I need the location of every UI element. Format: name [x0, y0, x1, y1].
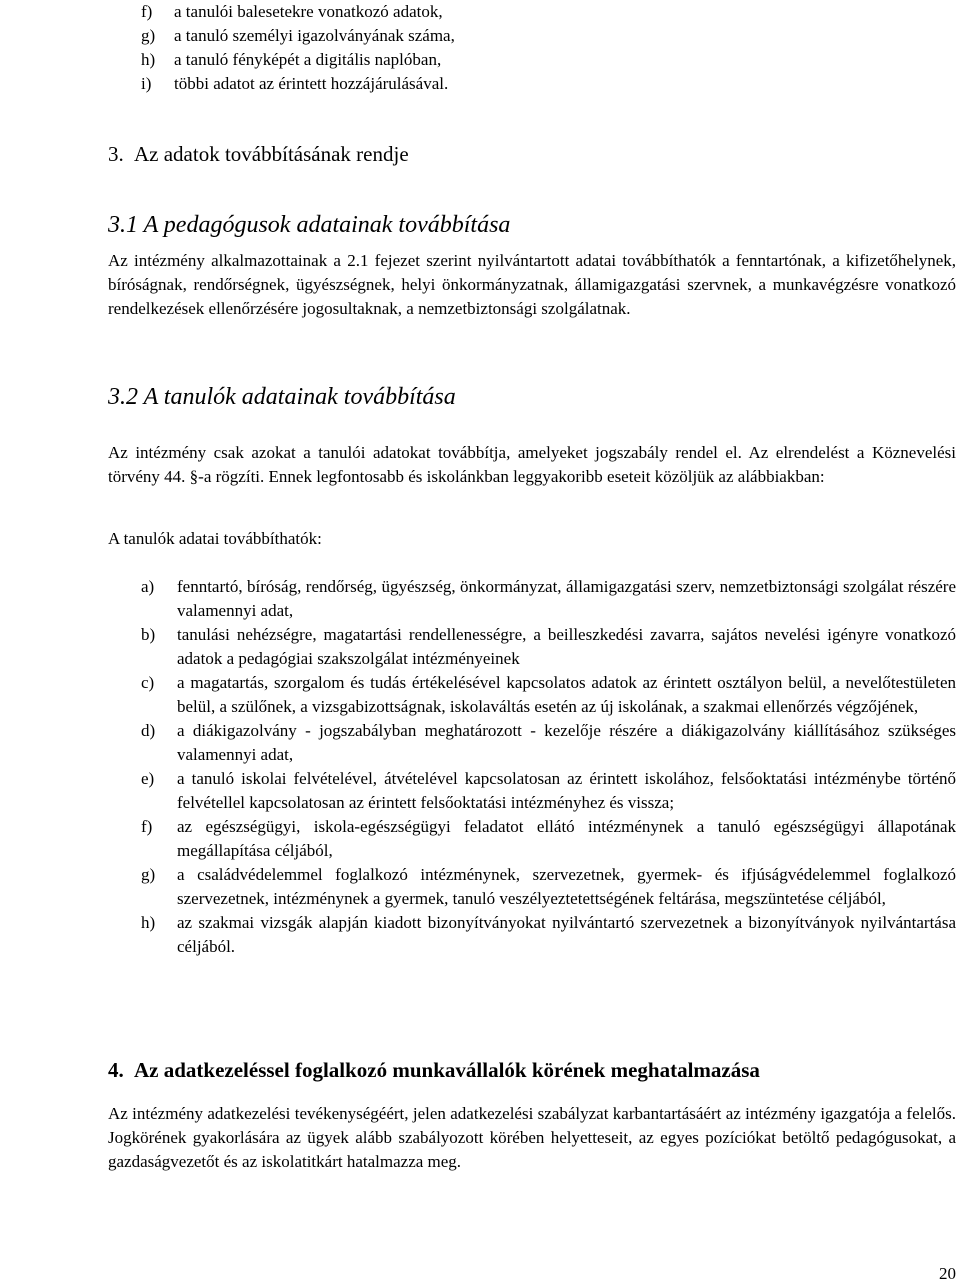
list-item: h) az szakmai vizsgák alapján kiadott bizonyítványokat nyilvántartó szervezetnek a bizonyítványok nyilvántartása céljából. [141, 913, 956, 956]
list-item: a) fenntartó, bíróság, rendőrség, ügyészség, önkormányzat, államigazgatási szerv, nemzetbiztonsági szolgálat részére valamennyi adat, [141, 577, 956, 620]
list-item: g) a családvédelemmel foglalkozó intézménynek, szervezetnek, gyermek- és ifjúságvédelemmel foglalkozó szervezetnek, intézménynek a gyermek, tanuló veszélyeztetettségének feltárása, megszüntetése céljából, [141, 865, 956, 908]
subsection-3-1-heading: 3.1 A pedagógusok adatainak továbbítása [108, 212, 511, 238]
top-list [141, 0, 921, 96]
section-4-paragraph: Az intézmény adatkezelési tevékenységéért, jelen adatkezelési szabályzat karbantartásáért az intézmény igazgatója a felelős. Jogkörének gyakorlására az ügyek alább szabályozott körében helyetteseit, az egyes pozíciókat betöltő pedagógusokat, a gazdaságvezetőt és az iskolatitkárt hatalmazza meg. [108, 1104, 956, 1171]
subsection-3-2-heading: 3.2 A tanulók adatainak továbbítása [108, 384, 456, 410]
list-item: e) a tanuló iskolai felvételével, átvételével kapcsolatosan az érintett iskolához, felsőoktatási intézménybe történő felvétellel kapcsolatosan az érintett felsőoktatási intézményhez és vissza; [141, 769, 956, 812]
list-item: h) a tanuló fényképét a digitális naplóban, [141, 50, 442, 69]
list-item: g) a tanuló személyi igazolványának száma, [141, 26, 455, 45]
list-item: d) a diákigazolvány - jogszabályban meghatározott - kezelője részére a diákigazolvány kiállításához szükséges valamennyi adat, [141, 721, 956, 764]
list-item: f) az egészségügyi, iskola-egészségügyi feladatot ellátó intézménynek a tanuló egészségügyi állapotának megállapítása céljából, [141, 817, 956, 860]
section-4-heading: 4. Az adatkezeléssel foglalkozó munkavállalók körének meghatalmazása [108, 1058, 760, 1082]
subsection-3-2-intro: A tanulók adatai továbbíthatók: [108, 529, 322, 548]
section-3-heading: 3. Az adatok továbbításának rendje [108, 142, 409, 166]
list-item: f) a tanulói balesetekre vonatkozó adatok, [141, 2, 443, 21]
list-item: c) a magatartás, szorgalom és tudás értékelésével kapcsolatos adatok az érintett osztályon belül, a nevelőtestületen belül, a szülőnek, a vizsgabizottságnak, iskolaváltás esetén az új iskolának, a szakmai ellenőrzés végzőjének, [141, 673, 956, 716]
page-number: 20 [939, 1264, 956, 1283]
recipients-list [141, 575, 956, 959]
list-item: b) tanulási nehézségre, magatartási rendellenességre, a beilleszkedési zavarra, sajátos nevelési igényre vonatkozó adatok a pedagógiai szakszolgálat intézményeinek [141, 625, 956, 668]
subsection-3-1-paragraph: Az intézmény alkalmazottainak a 2.1 fejezet szerint nyilvántartott adatai továbbíthatók a fenntartónak, a kifizetőhelynek, bíróságnak, rendőrségnek, ügyészségnek, helyi önkormányzatnak, államigazgatási szervnek, a munkavégzésre vonatkozó rendelkezések ellenőrzésére jogosultaknak, a nemzetbiztonsági szolgálatnak. [108, 251, 956, 318]
subsection-3-2-paragraph: Az intézmény csak azokat a tanulói adatokat továbbítja, amelyeket jogszabály rendel el. Az elrendelést a Köznevelési törvény 44. §-a rögzíti. Ennek legfontosabb és iskolánkban leggyakoribb eseteit közöljük az alábbiakban: [108, 443, 956, 486]
list-item: i) többi adatot az érintett hozzájárulásával. [141, 74, 449, 93]
